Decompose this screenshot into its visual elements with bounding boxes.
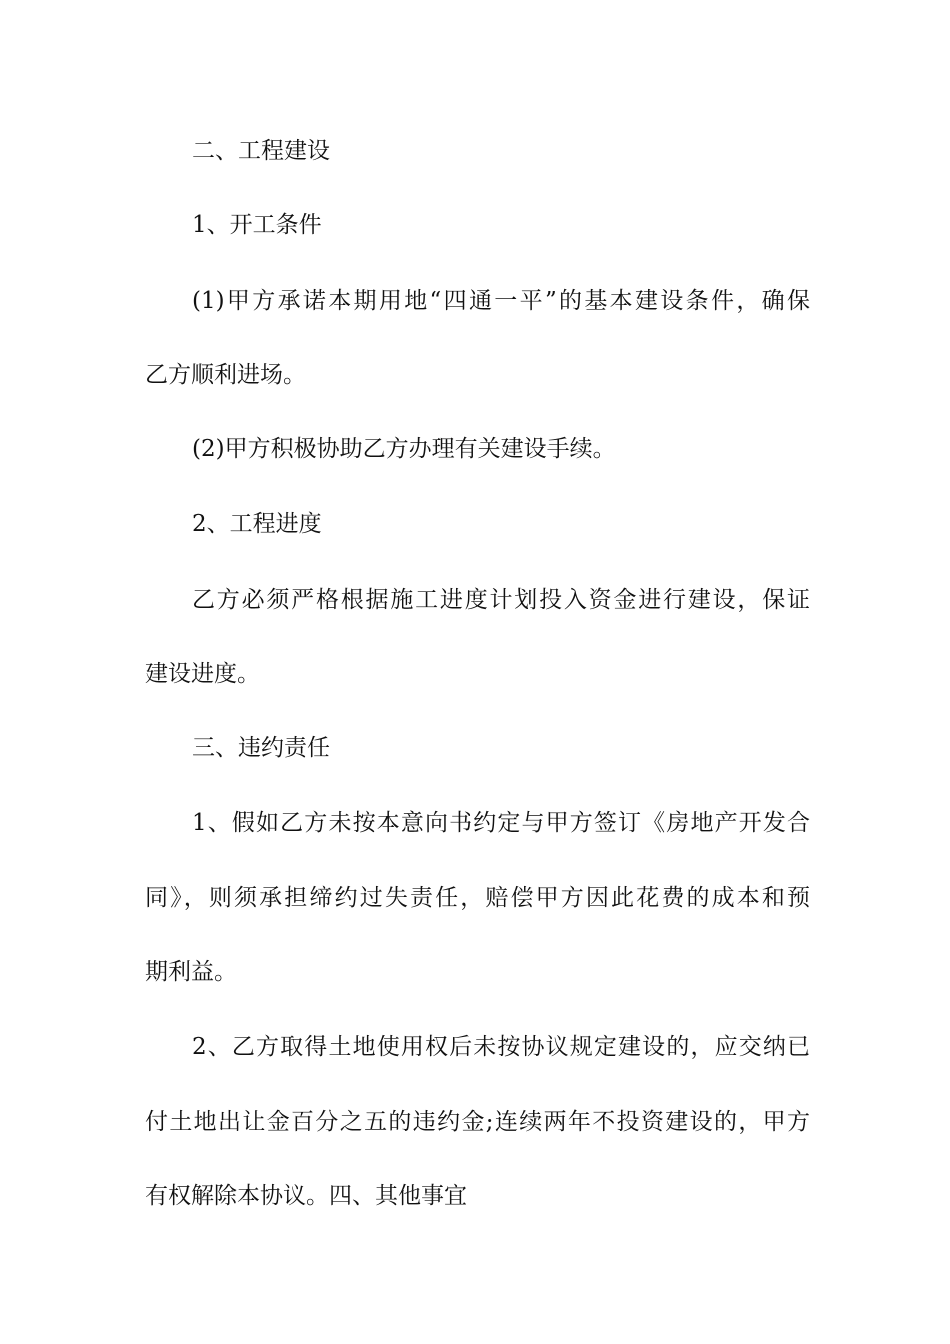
paragraph-line: 建设进度。 <box>145 661 260 687</box>
paragraph-line: (2)甲方积极协助乙方办理有关建设手续。 <box>192 436 616 462</box>
paragraph-line: 有权解除本协议。四、其他事宜 <box>145 1183 467 1209</box>
subheading-progress: 2、工程进度 <box>192 511 322 537</box>
paragraph-line: 付土地出让金百分之五的违约金;连续两年不投资建设的，甲方 <box>145 1109 810 1135</box>
paragraph-line: 乙方必须严格根据施工进度计划投入资金进行建设，保证 <box>192 587 810 613</box>
section-heading-engineering: 二、工程建设 <box>192 138 330 164</box>
paragraph-line: 2、乙方取得土地使用权后未按协议规定建设的，应交纳已 <box>192 1034 810 1060</box>
paragraph-line: 同》，则须承担缔约过失责任，赔偿甲方因此花费的成本和预 <box>145 885 810 911</box>
paragraph-line: 1、假如乙方未按本意向书约定与甲方签订《房地产开发合 <box>192 810 810 836</box>
paragraph-line: 期利益。 <box>145 959 237 985</box>
section-heading-liability: 三、违约责任 <box>192 735 330 761</box>
subheading-start-conditions: 1、开工条件 <box>192 212 322 238</box>
paragraph-line: (1)甲方承诺本期用地“四通一平”的基本建设条件，确保 <box>192 288 810 314</box>
paragraph-line: 乙方顺利进场。 <box>145 362 306 388</box>
